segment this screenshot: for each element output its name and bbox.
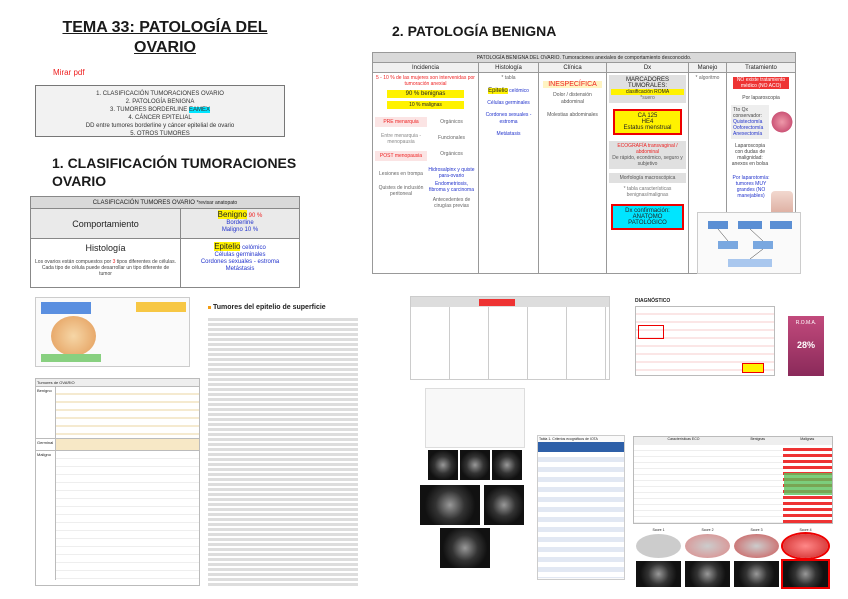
eco-box xyxy=(609,141,686,169)
mirar-pdf-link[interactable]: Mirar pdf xyxy=(53,68,85,77)
eco-title: ECOGRAFÍA transvaginal / abdominal xyxy=(617,143,678,155)
germ-cells-label: Células germinales xyxy=(487,100,530,106)
borderline-label: Borderline xyxy=(226,220,254,226)
incidencia-text: 5 - 10 % de las mujeres son intervenidas por tumoración anexial xyxy=(376,75,475,87)
score-images xyxy=(636,534,832,558)
diagnostico-title: DIAGNÓSTICO xyxy=(635,298,671,304)
histology-note xyxy=(35,259,176,277)
he4: HE4 xyxy=(641,119,654,125)
post-menopausia: POST menopausia xyxy=(375,151,427,161)
score-2-label: Score 2 xyxy=(701,528,714,532)
col-incidencia: Incidencia xyxy=(373,63,479,72)
tumores-germinal-label: Germinal xyxy=(36,439,56,450)
epithelial-title xyxy=(208,305,358,310)
score-3-label: Score 3 xyxy=(750,528,763,532)
cirugias-previas: Antecedentes de cirugías previas xyxy=(432,197,471,209)
section1-line1: 1. CLASIFICACIÓN TUMORACIONES xyxy=(52,155,297,171)
tumores-germinal-row xyxy=(36,438,199,450)
anexectomia: Anexectomía xyxy=(733,131,763,137)
table-of-contents xyxy=(35,85,285,137)
lesiones-trompa: Lesiones en trompa xyxy=(379,171,423,177)
score-1-image xyxy=(636,534,681,558)
funcionales: Funcionales xyxy=(438,135,465,141)
marcadores-box xyxy=(609,75,686,103)
benign-table-title: PATOLOGÍA BENIGNA DEL OVARIO. Tumoraciones anexiales de comportamiento desconocido. xyxy=(373,53,795,63)
organicos-1: Orgánicos xyxy=(440,119,463,125)
germinal-label-box xyxy=(136,302,186,312)
histology-note-pre: Los ovarios están compuestos por xyxy=(35,259,112,265)
comparison-highlight xyxy=(479,299,515,306)
ultrasound-image xyxy=(460,450,490,480)
eco-desc: De rápido, económico, seguro y subjetivo xyxy=(612,155,683,167)
inespecifica-label: INESPECÍFICA xyxy=(543,81,602,88)
ooforectomia: Ooforectomía xyxy=(733,125,764,131)
metastasis-label: Metástasis xyxy=(225,266,255,272)
behavior-row xyxy=(31,209,299,239)
page-title xyxy=(60,18,270,58)
tumores-benign-row xyxy=(36,386,199,438)
epithelial-tumors-text xyxy=(208,305,358,585)
col-manejo: Manejo xyxy=(689,63,727,72)
histology-cell xyxy=(31,239,181,287)
diagnostico-table xyxy=(635,306,775,376)
histology-note-num: 3 xyxy=(112,259,116,265)
score-2-image xyxy=(685,534,730,558)
roma-value: 28% xyxy=(796,340,815,350)
quistes-inclusion: Quistes de inclusión peritoneal xyxy=(378,185,424,197)
incidencia-group-col xyxy=(375,115,427,213)
histology-row xyxy=(31,239,299,287)
score-labels xyxy=(636,528,832,532)
iota-criteria-table xyxy=(537,435,625,580)
toc-item[interactable]: 4. CÁNCER EPITELIAL xyxy=(128,115,192,121)
doppler-image xyxy=(636,561,681,587)
estatus-menstrual: Estatus menstrual xyxy=(623,125,672,131)
roma-label: R.O.M.A. xyxy=(795,320,817,326)
suero-note: *suero xyxy=(640,95,655,101)
toc-badge: EAMEX xyxy=(188,107,210,113)
histology-comparison-table xyxy=(410,296,610,380)
organicos-2: Orgánicos xyxy=(440,151,463,157)
malignant-10: 10 % malignas xyxy=(387,101,464,109)
iota-small-table xyxy=(425,388,525,448)
lap-dudas: Laparoscopia con dudas de malignidad: anexos en bolsa xyxy=(731,143,769,167)
toc-item[interactable]: 2. PATOLOGÍA BENIGNA xyxy=(125,99,195,105)
histologia-cell xyxy=(479,73,539,273)
doppler-image xyxy=(734,561,779,587)
ca125-highlight xyxy=(638,325,664,339)
stromal-label-box xyxy=(41,354,101,362)
uterus-illustration xyxy=(771,109,793,135)
iota-rows xyxy=(538,452,624,578)
epitelio-type: celómico xyxy=(242,245,266,251)
toc-item[interactable]: 1. CLASIFICACIÓN TUMORACIONES OVARIO xyxy=(96,91,224,97)
tumores-germinal-cells xyxy=(56,439,199,450)
dolor-distension: Dolor / distensión abdominal xyxy=(553,92,592,105)
ultrasound-image xyxy=(420,485,480,525)
algorithm-thumbnail xyxy=(697,212,801,274)
ap-confirmation: Dx confirmación: ANATOMO PATOLÓGICO xyxy=(611,204,684,230)
ultrasound-image xyxy=(428,450,458,480)
iota-header xyxy=(538,442,624,452)
behavior-label: Comportamiento xyxy=(31,209,181,238)
germ-cells-label: Células germinales xyxy=(214,252,266,258)
section1-heading xyxy=(52,154,312,190)
tumores-malignant-cells xyxy=(56,451,199,580)
title-line1: TEMA 33: PATOLOGÍA DEL xyxy=(62,19,268,36)
incidencia-type-col xyxy=(427,115,476,213)
tto-conservador-box xyxy=(731,105,769,139)
section2-heading: 2. PATOLOGÍA BENIGNA xyxy=(392,23,557,39)
benign-table-header xyxy=(373,63,795,73)
section1-line2: OVARIO xyxy=(52,173,107,189)
tumores-ovario-table xyxy=(35,378,200,586)
algoritmo-note: * algoritmo xyxy=(695,75,720,81)
classification-header xyxy=(31,197,299,209)
morfologia: Morfología macroscópica xyxy=(619,175,676,181)
score-4-label: Score 4 xyxy=(799,528,812,532)
doppler-images xyxy=(636,561,832,587)
roma-thumbnail xyxy=(788,316,824,376)
pre-menarquia: PRE menarquia xyxy=(375,117,427,127)
epitelio-label: Epitelio xyxy=(214,242,241,251)
ovary-illustration xyxy=(51,316,96,356)
algorithm-icon xyxy=(698,213,802,275)
classification-header-note: *revisar anatopato xyxy=(196,200,238,206)
molestias: Molestias abdominales xyxy=(547,112,598,118)
col-tratamiento: Tratamiento xyxy=(745,65,777,71)
eco-features xyxy=(634,445,733,523)
histology-values xyxy=(181,239,299,287)
toc-item-label: 3. TUMORES BORDERLINE xyxy=(110,107,188,113)
doppler-score-panel xyxy=(636,528,832,590)
col-clinica: Clínica xyxy=(539,63,607,72)
tabla-caracteristicas: * tabla características benignas/malignas xyxy=(623,186,672,198)
score-1-label: Score 1 xyxy=(652,528,665,532)
doppler-image xyxy=(685,561,730,587)
eco-characteristics-table xyxy=(633,436,833,524)
eco-benign-cells xyxy=(733,445,783,523)
classification-header-label: CLASIFICACIÓN TUMORES OVARIO xyxy=(92,200,195,206)
histologia-note: * tabla xyxy=(501,75,516,81)
metastasis-label: Metástasis xyxy=(496,131,521,137)
epithelial-body-lines xyxy=(208,316,358,586)
markers-box xyxy=(613,109,682,135)
score-4-image xyxy=(783,534,828,558)
col-histologia: Histología xyxy=(479,63,539,72)
laparoscopia-label: Por laparoscopia xyxy=(742,95,780,101)
tumores-benign-label: Benigno xyxy=(36,387,56,438)
doppler-image xyxy=(783,561,828,587)
tumores-malignant-row xyxy=(36,450,199,580)
ultrasound-image xyxy=(440,528,490,568)
diagnostico-thumbnail xyxy=(635,298,775,378)
toc-item[interactable]: 5. OTROS TUMORES xyxy=(130,131,190,137)
score-3-image xyxy=(734,534,779,558)
no-tto-medico: NO existe tratamiento médico (NO ACO) xyxy=(733,77,789,89)
title-line2: OVARIO xyxy=(134,39,196,56)
sex-cords-label: Cordones sexuales - estroma xyxy=(485,112,532,125)
entre-menarquia: Entre menarquia - menopausia xyxy=(380,133,422,145)
hidrosalpinx: Hidrosalpinx y quiste para-ovario xyxy=(428,167,475,179)
quistectomia: Quistectomía xyxy=(733,119,763,125)
endometriosis: Endometriosis, fibroma y carcinoma xyxy=(428,181,474,193)
eco-malignant-header: Malignas xyxy=(800,437,815,441)
marcadores-title: MARCADORES TUMORALES: xyxy=(625,77,669,89)
histology-label: Histología xyxy=(85,243,126,253)
eco-benign-header: Benignas xyxy=(750,437,766,441)
roma-classification: clasificación ROMA xyxy=(611,89,684,95)
toc-item[interactable]: DD entre tumores borderline y cáncer epitelial de ovario xyxy=(85,123,235,129)
epitelio-type: celómico xyxy=(509,88,529,94)
epithelial-title-text: Tumores del epitelio de superficie xyxy=(213,304,326,311)
epithelial-label-box xyxy=(41,302,91,314)
toc-item[interactable] xyxy=(36,106,284,114)
ultrasound-image xyxy=(492,450,522,480)
behavior-values xyxy=(181,209,299,238)
comparison-body xyxy=(411,307,609,379)
clinica-cell xyxy=(539,73,607,273)
morfologia-box xyxy=(609,173,686,183)
laparoscopia-line xyxy=(729,95,793,101)
laparotomia: Por laparotomía: tumores MUY grandes (NO manejables) xyxy=(732,175,770,199)
benign-percent: 90 % xyxy=(248,213,263,219)
tumores-malignant-label: Maligno xyxy=(36,451,56,580)
malignant-label: Maligno 10 % xyxy=(221,227,259,233)
incidencia-cell xyxy=(373,73,479,273)
cell-types-diagram xyxy=(35,297,190,367)
sex-cords-label: Cordones sexuales - estroma xyxy=(200,259,280,265)
tumores-benign-cells xyxy=(56,387,199,438)
eco-header-label: Características ECO xyxy=(667,437,700,441)
histology-note-post: tipos diferentes de células. Cada tipo de célula puede desarrollar un tipo diferente de tumor xyxy=(41,259,176,277)
risk-highlight xyxy=(742,363,764,373)
ultrasound-image xyxy=(484,485,524,525)
benign-label: Benigno xyxy=(217,210,247,219)
bullet-icon xyxy=(208,306,211,309)
eco-green-highlight xyxy=(784,473,832,495)
epitelio-label: Epitelio xyxy=(488,88,508,94)
benign-90: 90 % benignas xyxy=(387,90,464,98)
incidencia-groups xyxy=(375,115,476,213)
tto-conservador-title: Tto Qx conservador: xyxy=(733,107,762,119)
dx-cell xyxy=(607,73,689,273)
iota-title: Tabla 1. Criterios ecográficos de IOTA xyxy=(539,437,598,441)
tumores-ovario-title: Tumores de OVARIO xyxy=(36,379,199,386)
eco-header xyxy=(634,437,832,445)
col-dx: Dx xyxy=(607,63,689,72)
classification-table xyxy=(30,196,300,288)
ca125: CA 125 xyxy=(637,113,658,119)
